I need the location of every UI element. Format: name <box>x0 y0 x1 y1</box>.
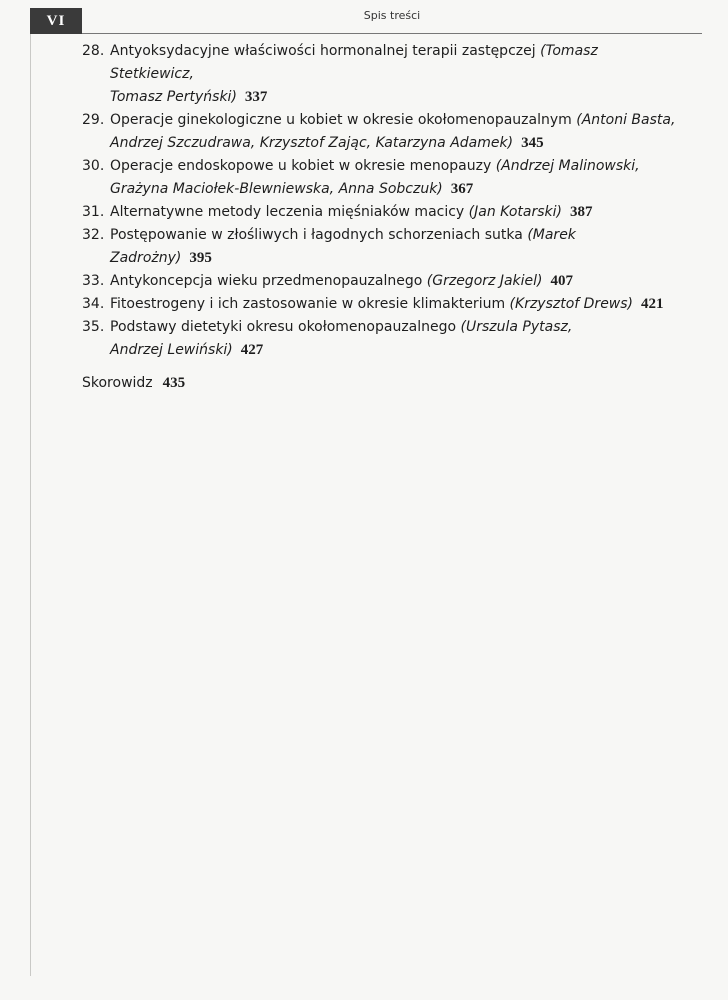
entry-body <box>110 270 682 293</box>
entry-title: Operacje ginekologiczne u kobiet w okresie okołomenopauzalnym <box>110 112 572 128</box>
index-entry <box>82 372 682 395</box>
entry-title: Antykoncepcja wieku przedmenopauzalnego <box>110 273 423 289</box>
entry-title: Podstawy dietetyki okresu okołomenopauzalnego <box>110 319 457 335</box>
entry-authors-continued: Tomasz Pertyński) <box>110 89 237 105</box>
entry-title: Operacje endoskopowe u kobiet w okresie menopauzy <box>110 158 492 174</box>
entry-page: 345 <box>521 135 544 151</box>
entry-page: 395 <box>189 250 212 266</box>
toc-entry-32 <box>82 224 682 270</box>
page-number-tab <box>30 8 82 34</box>
entry-title: Postępowanie w złośliwych i łagodnych schorzeniach sutka <box>110 227 523 243</box>
header-rule <box>82 33 702 34</box>
entry-body <box>110 224 682 270</box>
entry-number: 31. <box>82 204 105 220</box>
toc-entry-35 <box>82 316 682 362</box>
entry-body <box>110 40 682 109</box>
entry-title: Antyoksydacyjne właściwości hormonalnej terapii zastępczej <box>110 43 536 59</box>
toc-entry-30 <box>82 155 682 201</box>
entry-authors: (Antoni Basta, <box>576 112 676 128</box>
index-label: Skorowidz <box>82 375 153 391</box>
entry-page: 367 <box>450 181 474 197</box>
entry-page: 427 <box>240 342 264 358</box>
entry-authors-continued: Andrzej Szczudrawa, Krzysztof Zając, Katarzyna Adamek) <box>110 135 514 151</box>
entry-authors: (Tomasz Stetkiewicz, <box>110 43 598 82</box>
entry-title: Fitoestrogeny i ich zastosowanie w okresie klimakterium <box>110 296 506 312</box>
entry-body <box>110 109 682 155</box>
entry-authors: (Grzegorz Jakiel) <box>426 273 543 289</box>
entry-page: 407 <box>550 273 573 289</box>
entry-authors-continued: Andrzej Lewiński) <box>110 342 233 358</box>
entry-body <box>110 316 682 362</box>
entry-number: 33. <box>82 273 105 289</box>
toc-entry-33 <box>82 270 682 293</box>
entry-authors: (Marek Zadrożny) <box>110 227 576 266</box>
entry-authors-continued: Grażyna Maciołek-Blewniewska, Anna Sobczuk) <box>110 181 443 197</box>
running-head: Spis treści <box>363 9 421 22</box>
entry-body <box>110 293 682 316</box>
toc-entry-31 <box>82 201 682 224</box>
table-of-contents <box>82 40 682 395</box>
entry-authors: (Krzysztof Drews) <box>509 296 634 312</box>
toc-entry-28 <box>82 40 682 109</box>
page-number: VI <box>46 12 66 29</box>
index-page: 435 <box>162 375 186 391</box>
entry-page: 421 <box>641 296 664 312</box>
entry-number: 35. <box>82 319 105 335</box>
entry-number: 30. <box>82 158 105 174</box>
entry-page: 387 <box>570 204 593 220</box>
toc-entry-34 <box>82 293 682 316</box>
entry-number: 29. <box>82 112 105 128</box>
entry-page: 337 <box>244 89 268 105</box>
entry-body <box>110 201 682 224</box>
entry-number: 34. <box>82 296 105 312</box>
toc-entry-29 <box>82 109 682 155</box>
page-edge-line <box>30 34 31 976</box>
entry-authors: (Andrzej Malinowski, <box>495 158 640 174</box>
entry-title: Alternatywne metody leczenia mięśniaków macicy <box>110 204 465 220</box>
entry-number: 32. <box>82 227 105 243</box>
entry-number: 28. <box>82 43 105 59</box>
entry-authors: (Jan Kotarski) <box>468 204 562 220</box>
entry-body <box>110 155 682 201</box>
entry-authors: (Urszula Pytasz, <box>460 319 573 335</box>
